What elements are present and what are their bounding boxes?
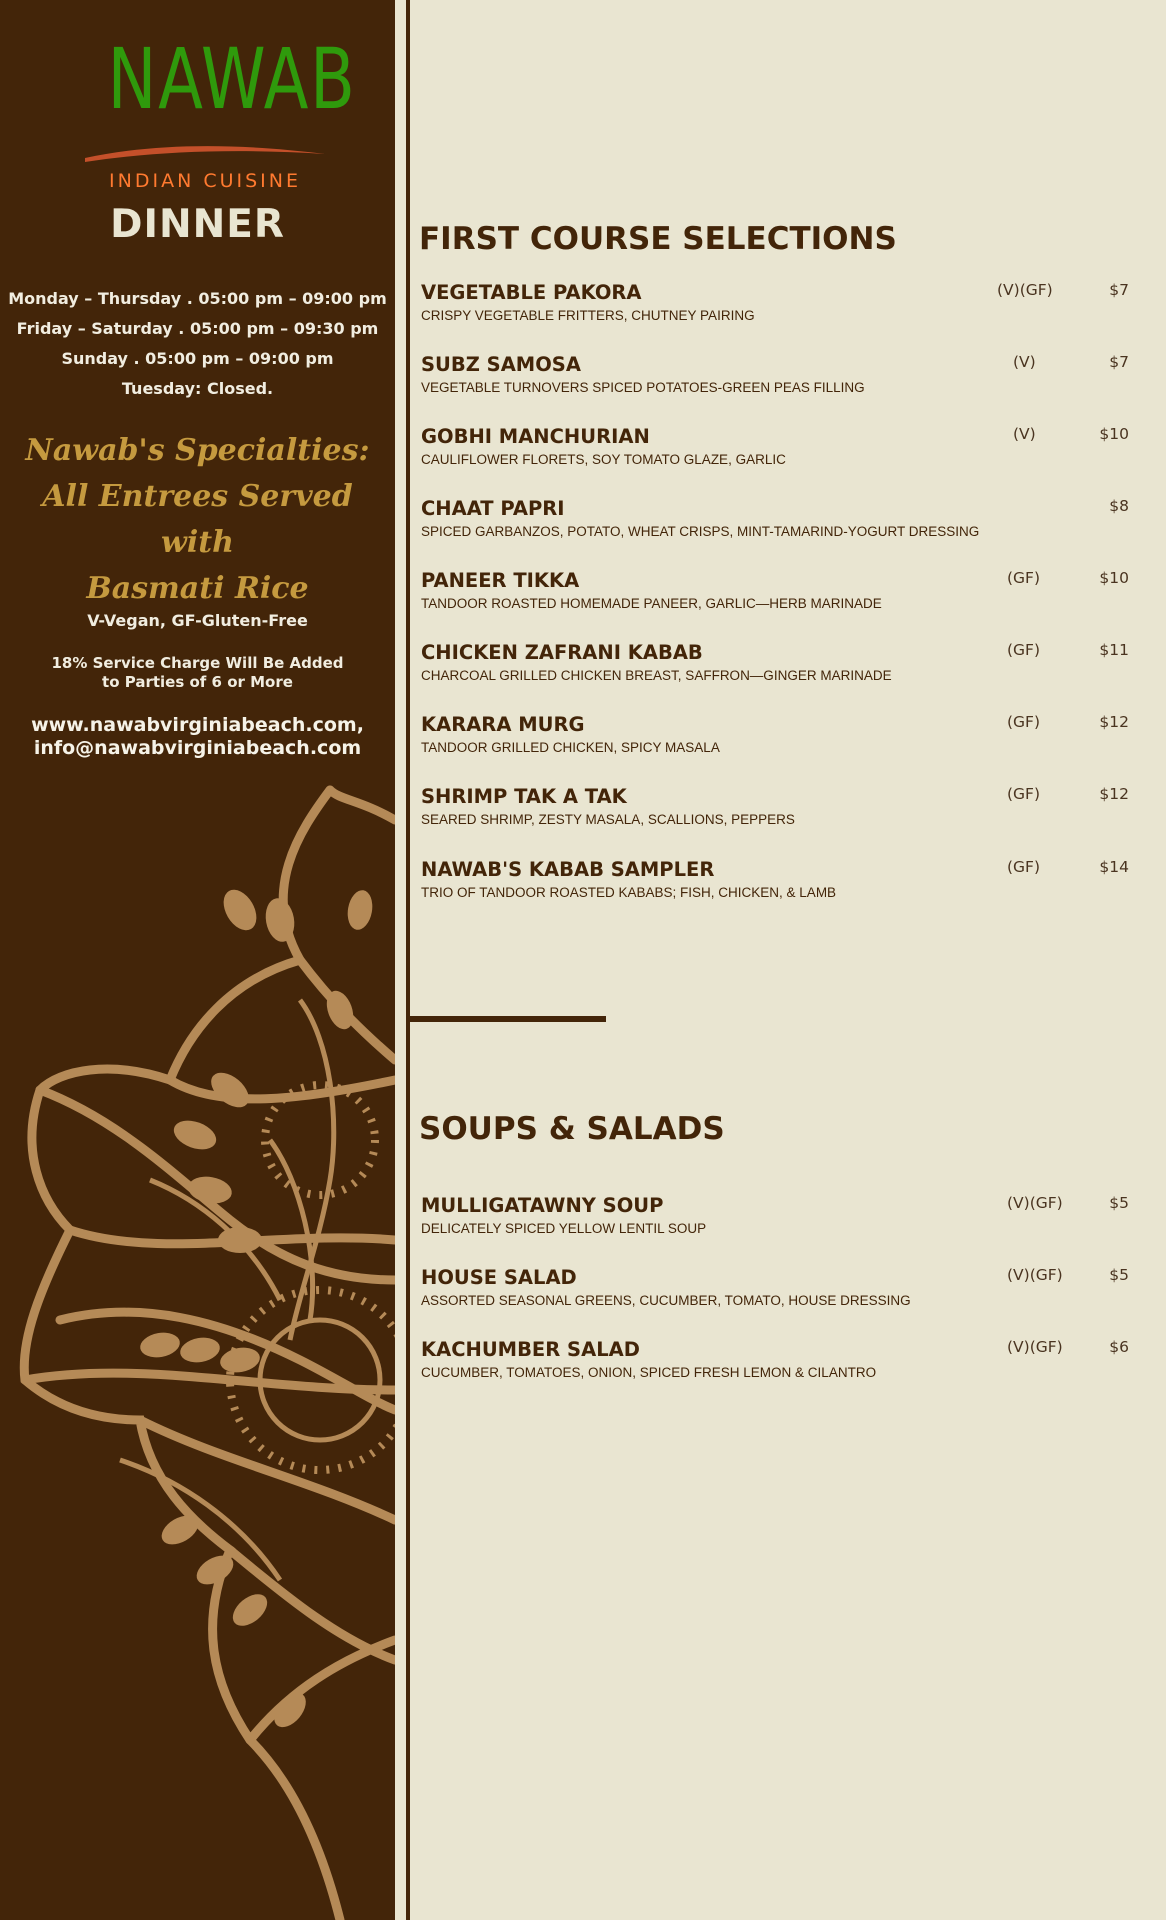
item-name: KARARA MURG (421, 713, 585, 736)
item-description: TANDOOR GRILLED CHICKEN, SPICY MASALA (421, 740, 720, 755)
item-description: VEGETABLE TURNOVERS SPICED POTATOES-GREEN PEAS FILLING (421, 380, 865, 395)
item-description: CAULIFLOWER FLORETS, SOY TOMATO GLAZE, GARLIC (421, 452, 786, 467)
service-charge-note: 18% Service Charge Will Be Added to Parties of 6 or More (51, 654, 344, 691)
diet-tag: (GF) (1007, 641, 1041, 659)
item-price: $11 (1099, 641, 1129, 659)
menu-item (421, 858, 1141, 918)
menu-item (421, 1338, 1141, 1398)
item-name: GOBHI MANCHURIAN (421, 425, 650, 448)
menu-item (421, 713, 1141, 773)
opening-hours (0, 288, 395, 408)
item-name: VEGETABLE PAKORA (421, 281, 642, 304)
logo-tagline: INDIAN CUISINE (109, 170, 301, 192)
item-description: CRISPY VEGETABLE FRITTERS, CHUTNEY PAIRING (421, 308, 755, 323)
brand-logo (80, 30, 357, 192)
specialties-line: All Entrees Served with (42, 479, 353, 560)
item-description: CUCUMBER, TOMATOES, ONION, SPICED FRESH LEMON & CILANTRO (421, 1365, 877, 1380)
item-price: $6 (1109, 1338, 1129, 1356)
diet-tag: (GF) (1007, 713, 1041, 731)
vertical-divider (406, 0, 410, 1920)
menu-item (421, 497, 1141, 557)
mandala-ornament (0, 760, 395, 1920)
diet-tag: (V)(GF) (1007, 1338, 1063, 1356)
diet-legend: V-Vegan, GF-Gluten-Free (87, 611, 308, 630)
specialties-line: Nawab's Specialties: (25, 433, 370, 468)
diet-tag: (GF) (1007, 569, 1041, 587)
item-price: $5 (1109, 1266, 1129, 1284)
specialties-line: Basmati Rice (86, 571, 309, 606)
menu-item (421, 641, 1141, 701)
menu-item (421, 1266, 1141, 1326)
hours-line: Sunday . 05:00 pm – 09:00 pm (61, 349, 334, 368)
diet-tag: (V) (1013, 353, 1036, 371)
item-price: $10 (1099, 425, 1129, 443)
item-name: SUBZ SAMOSA (421, 353, 581, 376)
item-name: CHAAT PAPRI (421, 497, 565, 520)
item-price: $5 (1109, 1194, 1129, 1212)
logo-swoosh (80, 138, 330, 166)
item-name: PANEER TIKKA (421, 569, 580, 592)
item-description: CHARCOAL GRILLED CHICKEN BREAST, SAFFRON—GINGER MARINADE (421, 668, 892, 683)
item-price: $12 (1099, 785, 1129, 803)
item-name: NAWAB'S KABAB SAMPLER (421, 858, 715, 881)
hours-line: Friday – Saturday . 05:00 pm – 09:30 pm (16, 319, 379, 338)
item-description: TRIO OF TANDOOR ROASTED KABABS; FISH, CHICKEN, & LAMB (421, 885, 837, 900)
divider-gap (395, 0, 406, 1920)
item-description: TANDOOR ROASTED HOMEMADE PANEER, GARLIC—HERB MARINADE (421, 596, 882, 611)
menu-item (421, 785, 1141, 845)
hours-line: Tuesday: Closed. (121, 379, 274, 398)
item-name: HOUSE SALAD (421, 1266, 577, 1289)
item-description: ASSORTED SEASONAL GREENS, CUCUMBER, TOMATO, HOUSE DRESSING (421, 1293, 911, 1308)
section-title: SOUPS & SALADS (419, 1111, 725, 1147)
menu-item (421, 353, 1141, 413)
item-name: KACHUMBER SALAD (421, 1338, 640, 1361)
item-price: $14 (1099, 858, 1129, 876)
diet-tag: (V)(GF) (997, 281, 1053, 299)
diet-tag: (V) (1013, 425, 1036, 443)
item-price: $10 (1099, 569, 1129, 587)
diet-tag: (V)(GF) (1007, 1266, 1063, 1284)
hours-line: Monday – Thursday . 05:00 pm – 09:00 pm (8, 289, 387, 308)
section-title: FIRST COURSE SELECTIONS (419, 221, 897, 257)
diet-tag: (GF) (1007, 858, 1041, 876)
item-name: MULLIGATAWNY SOUP (421, 1194, 664, 1217)
item-name: CHICKEN ZAFRANI KABAB (421, 641, 703, 664)
item-description: DELICATELY SPICED YELLOW LENTIL SOUP (421, 1221, 707, 1236)
item-description: SPICED GARBANZOS, POTATO, WHEAT CRISPS, MINT-TAMARIND-YOGURT DRESSING (421, 524, 980, 539)
website-link[interactable]: www.nawabvirginiabeach.com, (31, 714, 364, 736)
diet-tag: (V)(GF) (1007, 1194, 1063, 1212)
menu-item (421, 1194, 1141, 1254)
item-price: $12 (1099, 713, 1129, 731)
menu-item (421, 569, 1141, 629)
item-price: $7 (1109, 281, 1129, 299)
section-divider (410, 1016, 606, 1022)
menu-item (421, 425, 1141, 485)
contact-info (0, 714, 395, 760)
menu-title: DINNER (110, 202, 285, 247)
info-panel (0, 0, 395, 1920)
item-description: SEARED SHRIMP, ZESTY MASALA, SCALLIONS, PEPPERS (421, 812, 795, 827)
menu-item (421, 281, 1141, 341)
logo-wordmark: NAWAB (107, 30, 357, 128)
item-price: $7 (1109, 353, 1129, 371)
specialties-note (20, 428, 375, 612)
item-name: SHRIMP TAK A TAK (421, 785, 627, 808)
item-price: $8 (1109, 497, 1129, 515)
email-link[interactable]: info@nawabvirginiabeach.com (33, 737, 362, 759)
diet-tag: (GF) (1007, 785, 1041, 803)
